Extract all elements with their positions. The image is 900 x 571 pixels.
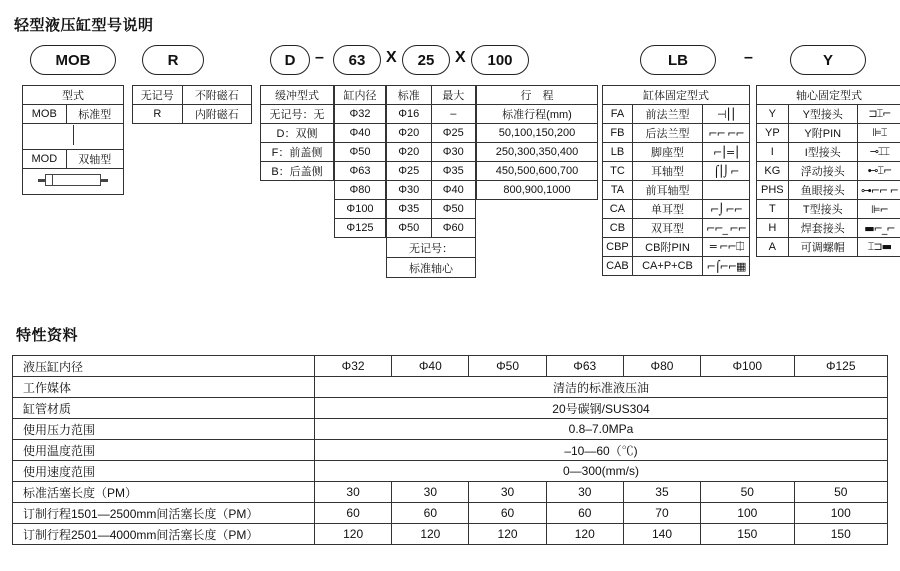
cell-bore: Φ63 (335, 162, 386, 181)
cell-mount-code: TC (603, 162, 633, 181)
cell-value: 30 (546, 482, 623, 503)
cell-stroke: 50,100,150,200 (477, 124, 598, 143)
row-label: 订制行程1501—2500mm间活塞长度（PM） (13, 503, 315, 524)
table-row (387, 162, 476, 181)
cell-mount-name: 脚座型 (632, 143, 702, 162)
row-label: 缸管材质 (13, 398, 315, 419)
table-mount (602, 85, 750, 276)
mount-type-icon: ⊣⎮⎮ (703, 105, 750, 124)
cell-rodend-code: A (757, 238, 789, 257)
cell-mount-code: CA (603, 200, 633, 219)
pill-magnet[interactable]: R (142, 45, 204, 75)
separator-dash-1: – (315, 49, 324, 66)
table-row (13, 503, 888, 524)
rodend-type-icon: ⌶⊐▬ (857, 238, 900, 257)
cell-mount-name: CA+P+CB (632, 257, 702, 276)
cell-value: 30 (315, 482, 392, 503)
separator-x-2: X (455, 49, 466, 66)
cell-mount-code: FB (603, 124, 633, 143)
table-row (757, 105, 900, 124)
spec-tables-area (12, 85, 898, 325)
cell-mount-name: CB附PIN (632, 238, 702, 257)
table-row (757, 162, 900, 181)
cell-mount-code: CB (603, 219, 633, 238)
cell-rod-max: Φ50 (431, 200, 476, 219)
rodend-type-icon: ⊷⌶⌐ (857, 162, 900, 181)
cell-value-wide: 20号碳钢/SUS304 (315, 398, 888, 419)
cell-rodend-name: 焊套接头 (788, 219, 857, 238)
characteristics-table-wrap (12, 355, 888, 545)
cell-rodend-name: 可调螺帽 (788, 238, 857, 257)
cell-mount-name: 前耳轴型 (632, 181, 702, 200)
cell-value: Φ63 (546, 356, 623, 377)
cell-rodend-code: YP (757, 124, 789, 143)
cell-type-name: 标准型 (66, 105, 123, 124)
table-buffer (260, 85, 334, 181)
cell-rodend-code: T (757, 200, 789, 219)
table-row (13, 440, 888, 461)
table-row (757, 143, 900, 162)
cell-value: Φ50 (469, 356, 546, 377)
cell-value: 150 (701, 524, 794, 545)
table-row (23, 105, 124, 124)
cell-mount-name: 耳轴型 (632, 162, 702, 181)
cell-value: 100 (701, 503, 794, 524)
cell-mount-name: 双耳型 (632, 219, 702, 238)
separator-x-1: X (386, 49, 397, 66)
table-row (335, 181, 386, 200)
cell-rodend-code: H (757, 219, 789, 238)
characteristics-table (12, 355, 888, 545)
cell-mount-code: LB (603, 143, 633, 162)
row-label: 工作媒体 (13, 377, 315, 398)
table-row (603, 200, 750, 219)
cell-value: 120 (546, 524, 623, 545)
cell-connector (23, 124, 124, 150)
cell-magnet-name: 内附磁石 (182, 105, 251, 124)
rodend-type-icon: ⊸⌶⌶ (857, 143, 900, 162)
cell-rod-max: Φ60 (431, 219, 476, 238)
table-row-icon (23, 169, 124, 195)
table-row (23, 150, 124, 169)
cell-value-wide: –10—60（℃) (315, 440, 888, 461)
cell-buffer-option: D：双侧 (261, 124, 334, 143)
table-row (477, 162, 598, 181)
table-rodend (756, 85, 900, 257)
cell-rod-std: Φ50 (387, 219, 432, 238)
pill-bore[interactable]: 63 (333, 45, 381, 75)
cell-mount-code: FA (603, 105, 633, 124)
table-bore (334, 85, 386, 238)
table-stroke-header: 行 程 (477, 86, 598, 105)
pill-stroke[interactable]: 100 (471, 45, 529, 75)
cell-magnet-code: R (133, 105, 183, 124)
model-code-row (12, 45, 888, 79)
table-rodend-header: 轴心固定型式 (757, 86, 900, 105)
rodend-type-icon: ⊫⌐ (857, 200, 900, 219)
cell-rod-std: Φ30 (387, 181, 432, 200)
table-row (387, 219, 476, 238)
cell-value: 60 (469, 503, 546, 524)
cell-rod-max: Φ30 (431, 143, 476, 162)
table-row (603, 105, 750, 124)
table-row (757, 238, 900, 257)
cell-bore: Φ100 (335, 200, 386, 219)
mount-type-icon: ⌠⎮⌡ ⌐ (703, 162, 750, 181)
cell-mount-code: CAB (603, 257, 633, 276)
pill-rod[interactable]: 25 (402, 45, 450, 75)
mount-type-icon: ⌐⌐_ ⌐⌐ (703, 219, 750, 238)
table-row (603, 143, 750, 162)
table-row (13, 356, 888, 377)
cell-value: 50 (701, 482, 794, 503)
mount-type-icon: = ⌐⌐⎅ (703, 238, 750, 257)
cell-stroke: 800,900,1000 (477, 181, 598, 200)
cell-value: 120 (315, 524, 392, 545)
cell-rodend-code: I (757, 143, 789, 162)
row-label: 标准活塞长度（PM） (13, 482, 315, 503)
table-row (335, 143, 386, 162)
rodend-type-icon: ⊶⌐⌐ ⌐ (857, 181, 900, 200)
table-row (603, 219, 750, 238)
cell-buffer-option: 无记号：无 (261, 105, 334, 124)
table-row (133, 105, 252, 124)
cell-value: Φ40 (392, 356, 469, 377)
table-mount-header: 缸体固定型式 (603, 86, 750, 105)
cell-value: 140 (623, 524, 700, 545)
cell-magnet-none-code: 无记号 (133, 86, 183, 105)
table-row (477, 181, 598, 200)
table-row (387, 124, 476, 143)
table-row (477, 105, 598, 124)
cell-type-code: MOB (23, 105, 67, 124)
table-row (133, 86, 252, 105)
cell-value-wide: 清洁的标准液压油 (315, 377, 888, 398)
section-title-characteristics: 特性资料 (16, 327, 79, 344)
table-row (13, 419, 888, 440)
table-bore-header: 缸内径 (335, 86, 386, 105)
cell-value: 50 (794, 482, 888, 503)
cell-mount-code: CBP (603, 238, 633, 257)
table-row (477, 124, 598, 143)
cell-value: Φ100 (701, 356, 794, 377)
rodend-type-icon: ⊐⌶⌐ (857, 105, 900, 124)
table-row (387, 258, 476, 278)
double-shaft-icon (45, 174, 101, 186)
table-row (387, 238, 476, 258)
table-buffer-header: 缓冲型式 (261, 86, 334, 105)
pill-rodend[interactable]: Y (790, 45, 866, 75)
cell-rodend-name: Y型接头 (788, 105, 857, 124)
cell-rod-note-2: 标准轴心 (387, 258, 476, 278)
mount-type-icon: ⌐⌡ ⌐⌐ (703, 200, 750, 219)
table-row (13, 482, 888, 503)
table-row (603, 124, 750, 143)
row-label: 使用速度范围 (13, 461, 315, 482)
cell-value-wide: 0—300(mm/s) (315, 461, 888, 482)
cell-rodend-name: Y附PIN (788, 124, 857, 143)
mount-type-icon (703, 181, 750, 200)
cell-buffer-option: B：后盖侧 (261, 162, 334, 181)
table-row (261, 124, 334, 143)
cell-stroke: 250,300,350,400 (477, 143, 598, 162)
cell-rodend-name: T型接头 (788, 200, 857, 219)
table-row (387, 181, 476, 200)
table-rod (386, 85, 476, 278)
cell-rod-std: Φ35 (387, 200, 432, 219)
rodend-type-icon: ▬⌐_⌐ (857, 219, 900, 238)
cell-rod-std: Φ25 (387, 162, 432, 181)
row-label: 使用压力范围 (13, 419, 315, 440)
table-row (261, 162, 334, 181)
cell-bore: Φ50 (335, 143, 386, 162)
cell-rodend-code: Y (757, 105, 789, 124)
cell-mount-name: 后法兰型 (632, 124, 702, 143)
cell-value: 35 (623, 482, 700, 503)
cell-bore: Φ40 (335, 124, 386, 143)
table-row (757, 200, 900, 219)
cell-value: 60 (315, 503, 392, 524)
table-type-header: 型式 (23, 86, 124, 105)
table-row (387, 105, 476, 124)
cell-rod-max: Φ25 (431, 124, 476, 143)
mount-type-icon: ⌐⌐ ⌐⌐ (703, 124, 750, 143)
table-row (13, 461, 888, 482)
table-row (335, 200, 386, 219)
cell-type-name: 双轴型 (66, 150, 123, 169)
cell-value: Φ32 (315, 356, 392, 377)
table-stroke (476, 85, 598, 200)
table-row (261, 105, 334, 124)
row-label: 使用温度范围 (13, 440, 315, 461)
cell-rod-std: Φ16 (387, 105, 432, 124)
table-row (603, 181, 750, 200)
table-row (261, 143, 334, 162)
cell-value: 30 (392, 482, 469, 503)
cell-value: 120 (392, 524, 469, 545)
table-row (603, 238, 750, 257)
cell-mount-name: 前法兰型 (632, 105, 702, 124)
table-row (335, 105, 386, 124)
table-row (757, 124, 900, 143)
cell-rod-max: Φ35 (431, 162, 476, 181)
cell-magnet-none-name: 不附磁石 (182, 86, 251, 105)
table-rod-header-std: 标准 (387, 86, 432, 105)
cell-rodend-code: PHS (757, 181, 789, 200)
cell-value: 120 (469, 524, 546, 545)
cell-value: Φ125 (794, 356, 888, 377)
cell-stroke: 标准行程(mm) (477, 105, 598, 124)
cell-rodend-code: KG (757, 162, 789, 181)
table-magnet (132, 85, 252, 124)
cell-type-code: MOD (23, 150, 67, 169)
rodend-type-icon: ⊫⌶ (857, 124, 900, 143)
cell-mount-code: TA (603, 181, 633, 200)
cell-rod-note-1: 无记号： (387, 238, 476, 258)
table-row (603, 162, 750, 181)
table-row (757, 181, 900, 200)
table-row (335, 162, 386, 181)
table-row (387, 200, 476, 219)
cell-value: 100 (794, 503, 888, 524)
cell-rod-std: Φ20 (387, 143, 432, 162)
cell-value: 150 (794, 524, 888, 545)
cell-rodend-name: 浮动接头 (788, 162, 857, 181)
table-row-spacer (23, 124, 124, 150)
cell-buffer-option: F：前盖侧 (261, 143, 334, 162)
table-type (22, 85, 124, 195)
cell-rod-max: – (431, 105, 476, 124)
cell-rodend-name: I型接头 (788, 143, 857, 162)
cell-rod-std: Φ20 (387, 124, 432, 143)
pill-type[interactable]: MOB (30, 45, 116, 75)
separator-dash-2: – (744, 49, 753, 66)
cell-stroke: 450,500,600,700 (477, 162, 598, 181)
table-rod-header-max: 最大 (431, 86, 476, 105)
cell-bore: Φ80 (335, 181, 386, 200)
cell-rodend-name: 鱼眼接头 (788, 181, 857, 200)
table-row (477, 143, 598, 162)
mount-type-icon: ⌐⎮=⎮ (703, 143, 750, 162)
table-row (13, 377, 888, 398)
cell-mount-name: 单耳型 (632, 200, 702, 219)
table-row (13, 524, 888, 545)
cell-shaft-diagram (23, 169, 124, 195)
table-row (603, 257, 750, 276)
mount-type-icon: ⌐⌠⌐⌐▦ (703, 257, 750, 276)
table-row (757, 219, 900, 238)
table-row (13, 398, 888, 419)
row-label: 液压缸内径 (13, 356, 315, 377)
cell-value: 30 (469, 482, 546, 503)
cell-value: 60 (392, 503, 469, 524)
cell-value-wide: 0.8–7.0MPa (315, 419, 888, 440)
table-row (335, 219, 386, 238)
pill-buffer[interactable]: D (270, 45, 310, 75)
cell-value: 60 (546, 503, 623, 524)
row-label: 订制行程2501—4000mm间活塞长度（PM） (13, 524, 315, 545)
section-title-model: 轻型液压缸型号说明 (14, 17, 154, 34)
cell-value: 70 (623, 503, 700, 524)
table-row (335, 124, 386, 143)
cell-bore: Φ32 (335, 105, 386, 124)
cell-value: Φ80 (623, 356, 700, 377)
cell-rod-max: Φ40 (431, 181, 476, 200)
pill-mount[interactable]: LB (640, 45, 716, 75)
cell-bore: Φ125 (335, 219, 386, 238)
table-row (387, 143, 476, 162)
